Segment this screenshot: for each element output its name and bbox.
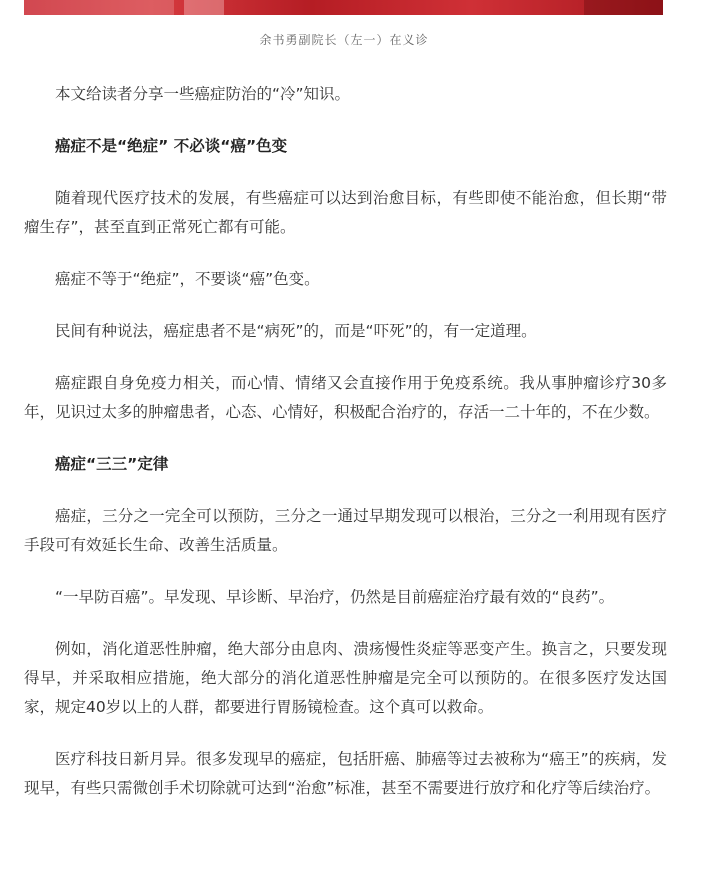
paragraph: 例如，消化道恶性肿瘤，绝大部分由息肉、溃疡慢性炎症等恶变产生。换言之，只要发现得早，并采取相应措施，绝大部分的消化道恶性肿瘤是完全可以预防的。在很多医疗发达国家，规定40岁以上的人群，都要进行胃肠镜检查。这个真可以救命。 bbox=[24, 640, 667, 716]
paragraph: 民间有种说法，癌症患者不是“病死”的，而是“吓死”的，有一定道理。 bbox=[55, 322, 537, 340]
photo-caption: 余书勇副院长（左一）在义诊 bbox=[259, 33, 429, 47]
paragraph: 癌症跟自身免疫力相关，而心情、情绪又会直接作用于免疫系统。我从事肿瘤诊疗30多年，见识过太多的肿瘤患者，心态、心情好，积极配合治疗的，存活一二十年的，不在少数。 bbox=[24, 374, 667, 421]
section-heading: 癌症不是“绝症” 不必谈“癌”色变 bbox=[55, 137, 288, 155]
paragraph: 随着现代医疗技术的发展，有些癌症可以达到治愈目标，有些即使不能治愈，但长期“带瘤生存”，甚至直到正常死亡都有可能。 bbox=[24, 189, 667, 236]
section-heading: 癌症“三三”定律 bbox=[55, 455, 169, 473]
paragraph: 癌症不等于“绝症”，不要谈“癌”色变。 bbox=[55, 270, 320, 288]
intro-paragraph: 本文给读者分享一些癌症防治的“冷”知识。 bbox=[55, 85, 351, 103]
photo-shadow bbox=[584, 0, 663, 15]
photo-highlight bbox=[24, 0, 174, 15]
paragraph: 癌症，三分之一完全可以预防，三分之一通过早期发现可以根治，三分之一利用现有医疗手段可有效延长生命、改善生活质量。 bbox=[24, 507, 667, 554]
article-body bbox=[24, 80, 667, 826]
paragraph: 医疗科技日新月异。很多发现早的癌症，包括肝癌、肺癌等过去被称为“癌王”的疾病，发现早，有些只需微创手术切除就可达到“治愈”标准，甚至不需要进行放疗和化疗等后续治疗。 bbox=[24, 750, 667, 797]
article-photo bbox=[24, 0, 663, 15]
paragraph: “一早防百癌”。早发现、早诊断、早治疗，仍然是目前癌症治疗最有效的“良药”。 bbox=[55, 588, 615, 606]
photo-highlight bbox=[184, 0, 224, 15]
